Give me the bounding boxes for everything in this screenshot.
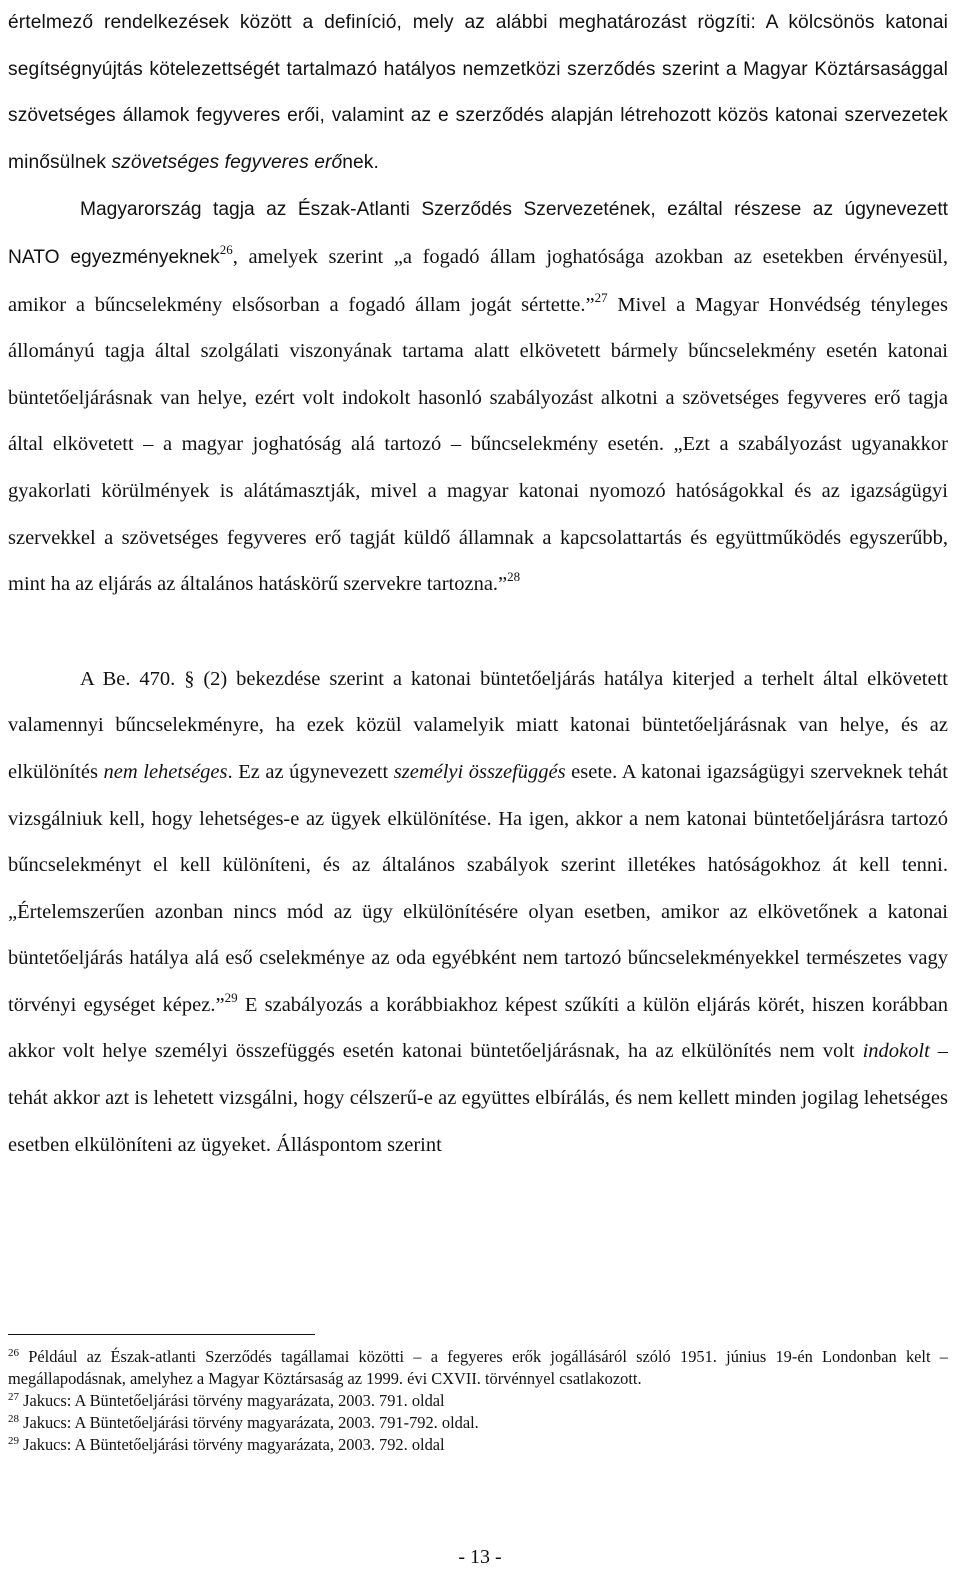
footnote-28 [8,1412,948,1434]
footnote-text: Például az Észak-atlanti Szerződés tagállamai közötti – a fegyeres erők jogállásáról szóló 1951. június 19-én Londonban kelt – megállapodásnak, amelyhez a Magyar Köztársaság az 1999. évi CXVII. törvénnyel csatlakozott. [8,1347,948,1388]
footnote-separator [8,1334,315,1335]
footnote-ref-28[interactable]: 28 [507,569,521,585]
footnote-27 [8,1390,948,1412]
paragraph-2 [8,186,948,607]
paragraph-2-text-b: , amelyek szerint „a fogadó állam joghatósága azokban az esetekben érvényesül, amikor a bűncselekmény elsősorban a fogadó állam jogát sértette.” [8,245,948,316]
paragraph-3-text-e: – tehát akkor azt is lehetett vizsgálni, hogy célszerű-e az együttes elbírálás, és nem kellett minden jogilag lehetséges esetben elkülöníteni az ügyeket. Álláspontom szerint [8,1040,948,1156]
paragraph-3-text-d: E szabályozás a korábbiakhoz képest szűkíti a külön eljárás körét, hiszen korábban akkor volt helye személyi összefüggés esetén katonai büntetőeljárásnak, ha az elkülönítés nem volt [8,993,948,1063]
paragraph-1-text-b: nek. [342,151,379,173]
paragraph-1-text-a: értelmező rendelkezések között a definíció, mely az alábbi meghatározást rögzíti: A kölcsönös katonai segítségnyújtás kötelezettségét tartalmazó hatályos nemzetközi szerződés szerint a Magyar Köztársasággal szövetséges államok fegyveres erői, valamint az e szerződés alapján létrehozott közös katonai szervezetek minősülnek [8,12,948,173]
footnote-text: Jakucs: A Büntetőeljárási törvény magyarázata, 2003. 792. oldal [23,1435,445,1454]
footnote-26 [8,1346,948,1390]
footnote-29 [8,1434,948,1456]
footnote-number: 29 [8,1435,19,1447]
paragraph-3-text-a: A Be. 470. § (2) bekezdése szerint a katonai büntetőeljárás hatálya kiterjed a terhelt által elkövetett valamennyi bűncselekményre, ha ezek közül valamelyik miatt katonai büntetőeljárásnak van helye, és az elkülönítés [8,667,948,783]
footnotes [8,1346,948,1456]
paragraph-1 [8,0,948,186]
paragraph-3-text-c: esete. A katonai igazságügyi szerveknek tehát vizsgálniuk kell, hogy lehetséges-e az ügyek elkülönítése. Ha igen, akkor a nem katonai büntetőeljárásra tartozó bűncselekményt el kell különíteni, és az általános szabályok szerint illetékes hatóságokhoz át kell tenni. „Értelemszerűen azonban nincs mód az ügy elkülönítésére olyan esetben, amikor az elkövetőnek a katonai büntetőeljárás hatálya alá eső cselekménye az oda egyébként nem tartozó bűncselekményekkel természetes vagy törvényi egységet képez.” [8,760,948,1016]
paragraph-gap [8,608,948,656]
paragraph-3 [8,656,948,1169]
paragraph-2-text-c: Mivel a Magyar Honvédség tényleges állományú tagja által szolgálati viszonyának tartama alatt elkövetett bármely bűncselekmény esetén katonai büntetőeljárásnak van helye, ezért volt indokolt hasonló szabályozást alkotni a szövetséges fegyveres erő tagja által elkövetett – a magyar joghatóság alá tartozó – bűncselekmény esetén. „Ezt a szabályozást ugyanakkor gyakorlati körülmények is alátámasztják, mivel a magyar katonai nyomozó hatóságokkal és az igazságügyi szervekkel a szövetséges fegyveres erő tagját küldő államnak a kapcsolattartás és együttműködés egyszerűbb, mint ha az eljárás az általános hatáskörű szervekre tartozna.” [8,293,948,596]
footnote-text: Jakucs: A Büntetőeljárási törvény magyarázata, 2003. 791. oldal [23,1391,445,1410]
document-page [8,0,948,1168]
footnote-text: Jakucs: A Büntetőeljárási törvény magyarázata, 2003. 791-792. oldal. [23,1413,479,1432]
footnote-number: 27 [8,1391,19,1403]
paragraph-1-italic-term: szövetséges fegyveres erő [111,151,343,173]
paragraph-2-text-a: Magyarország tagja az Észak-Atlanti Szerződés Szervezetének, ezáltal részese az úgynevezett NATO egyezményeknek [8,199,948,268]
footnote-ref-27[interactable]: 27 [594,289,608,305]
page-number: - 13 - [458,1546,502,1568]
paragraph-3-italic-a: nem lehetséges [103,760,228,783]
paragraph-3-italic-c: indokolt [862,1040,930,1063]
footnote-number: 28 [8,1413,19,1425]
footnote-number: 26 [8,1347,19,1359]
paragraph-3-text-b: . Ez az úgynevezett [227,760,394,783]
footnote-ref-26[interactable]: 26 [219,241,233,257]
paragraph-3-italic-b: személyi összefüggés [393,760,566,783]
footnote-ref-29[interactable]: 29 [224,989,238,1005]
